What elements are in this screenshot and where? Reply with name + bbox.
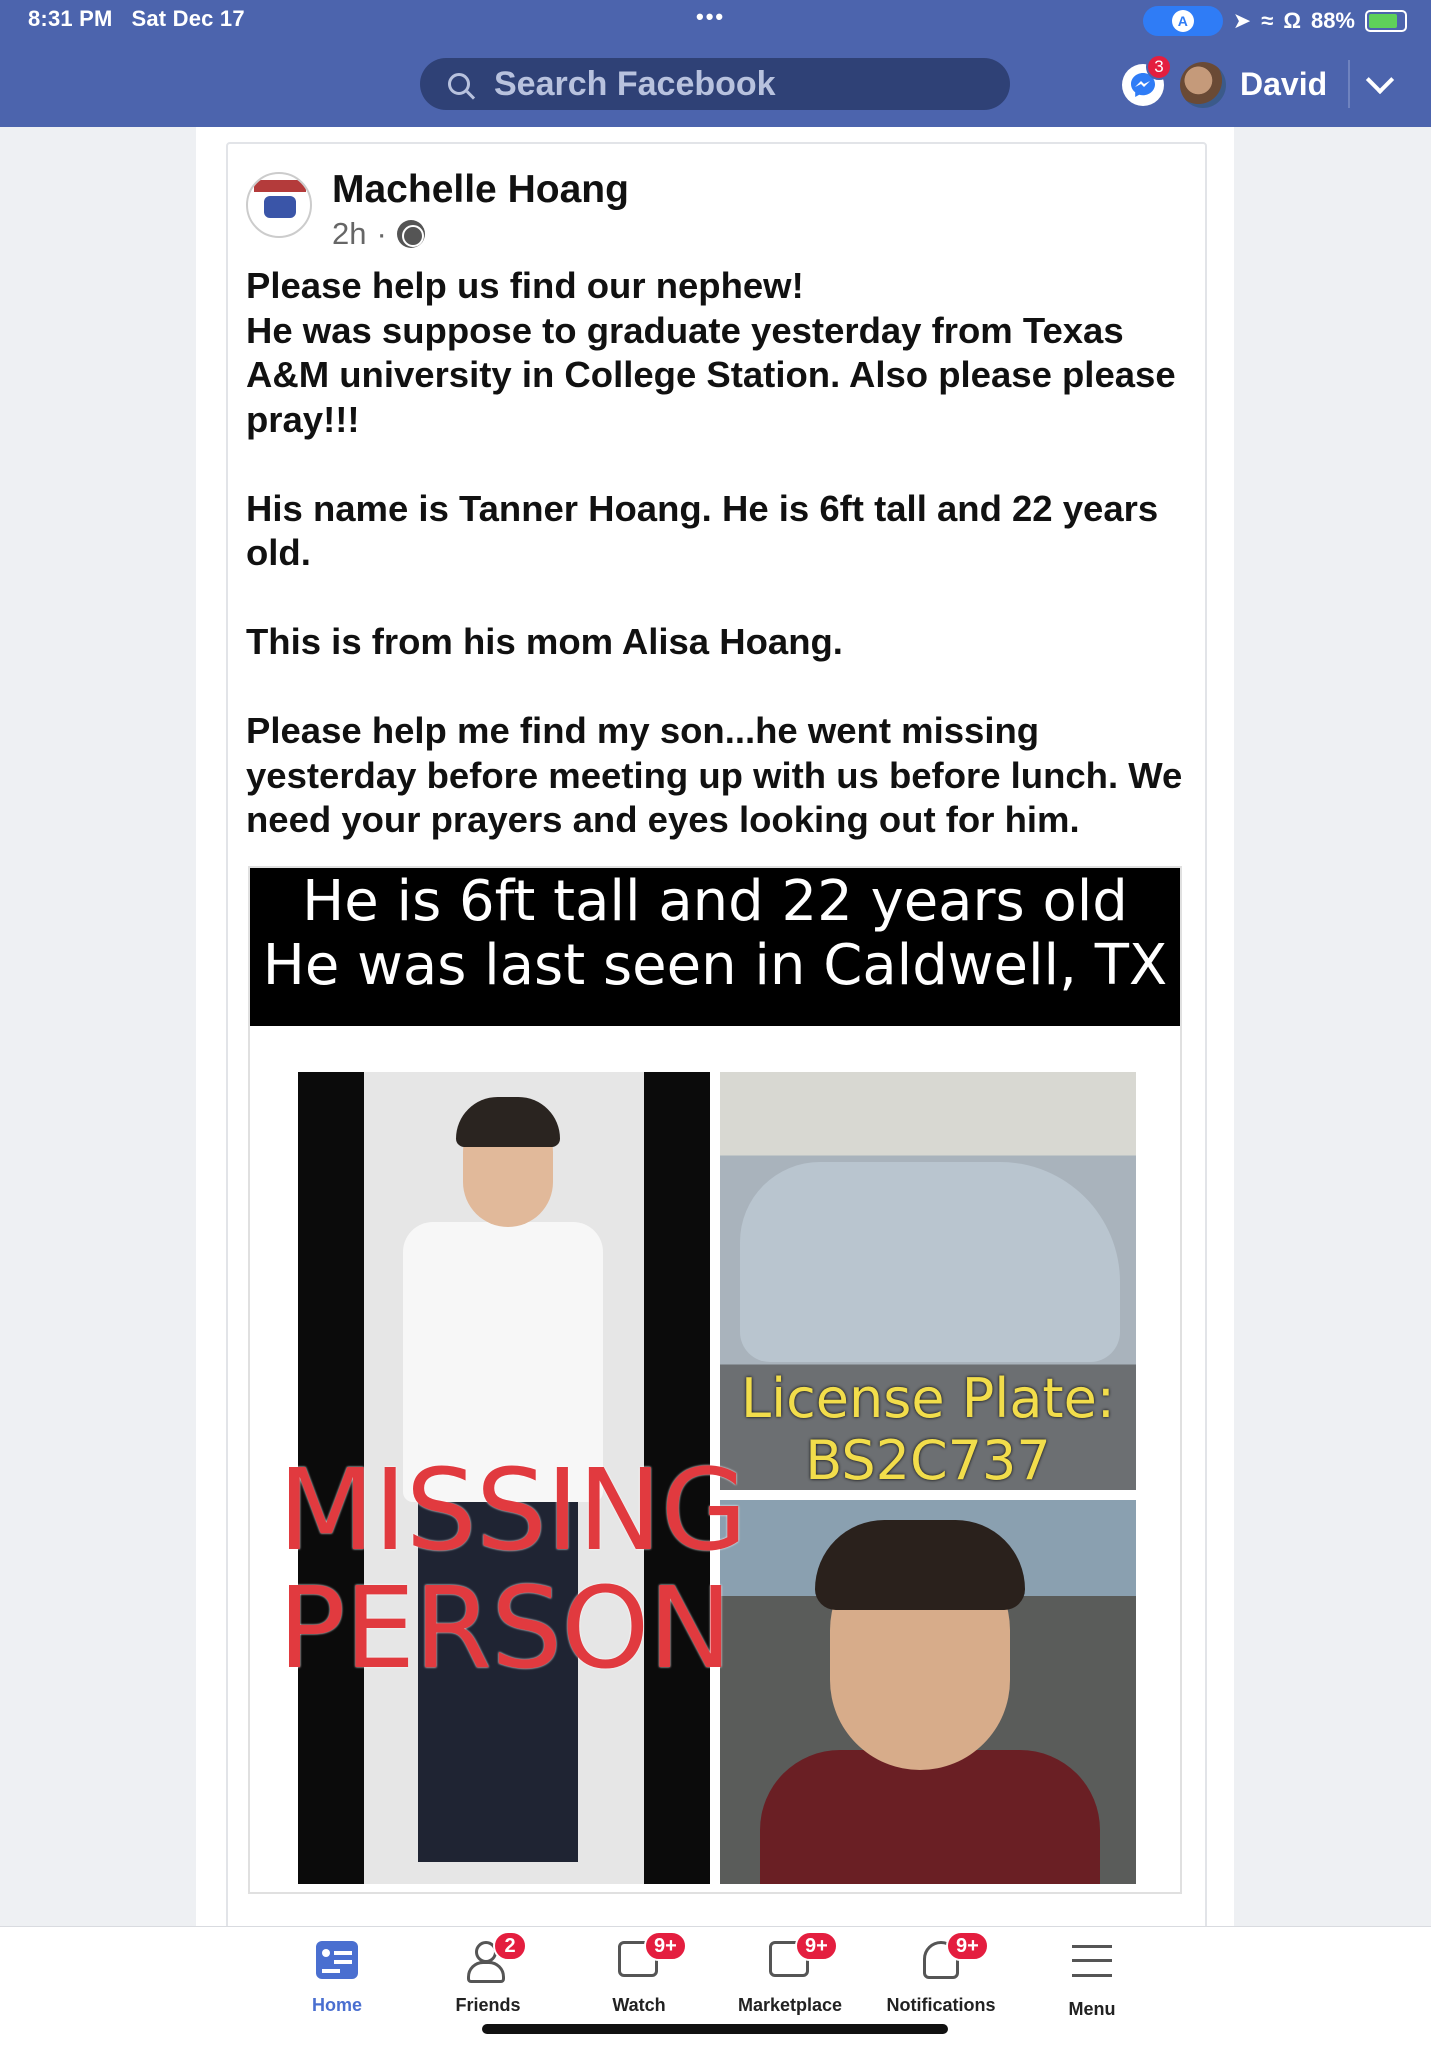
nav-label: Home	[311, 1995, 362, 2015]
divider	[1348, 60, 1350, 108]
multitask-dots[interactable]: •••	[696, 4, 726, 29]
clock-date: Sat Dec 17	[131, 6, 245, 31]
globe-icon	[397, 220, 425, 248]
search-icon	[448, 73, 470, 95]
license-plate-text: License Plate: BS2C737	[741, 1367, 1115, 1492]
search-placeholder: Search Facebook	[494, 64, 776, 103]
post-image[interactable]	[248, 866, 1182, 1894]
post-time[interactable]: 2h	[332, 216, 367, 251]
nav-label: Notifications	[886, 1995, 996, 2015]
battery-icon	[1365, 10, 1407, 32]
post-paragraph: Please help me find my son...he went missing yesterday before meeting up with us before lunch. We need your prayers and eyes looking out for him.	[246, 710, 1183, 840]
messenger-badge: 3	[1146, 54, 1172, 80]
nav-menu[interactable]	[1012, 1941, 1172, 2020]
post-paragraph: His name is Tanner Hoang. He is 6ft tall and 22 years old.	[246, 487, 1159, 573]
battery-percent: 88%	[1310, 8, 1355, 33]
nav-marketplace[interactable]	[710, 1934, 870, 2016]
watch-badge: 9+	[644, 1931, 687, 1961]
banner-line: He was last seen in Caldwell, TX	[262, 933, 1168, 998]
nav-label: Menu	[1068, 1999, 1116, 2019]
nav-friends[interactable]	[408, 1934, 568, 2016]
post-meta	[332, 216, 425, 252]
clock-time: 8:31 PM	[28, 6, 113, 31]
home-indicator[interactable]	[482, 2024, 948, 2034]
location-pill: A	[1143, 6, 1223, 36]
post-card	[226, 142, 1207, 1932]
friends-badge: 2	[493, 1931, 527, 1961]
nav-label: Watch	[612, 1995, 666, 2015]
image-banner	[250, 868, 1180, 1026]
status-time	[28, 6, 245, 32]
nav-label: Marketplace	[737, 1995, 843, 2015]
menu-icon	[1072, 1945, 1112, 1977]
wifi-icon: ≈	[1261, 8, 1274, 33]
author-avatar[interactable]	[246, 172, 312, 238]
nav-notifications[interactable]	[861, 1934, 1021, 2016]
banner-line: He is 6ft tall and 22 years old	[302, 869, 1128, 934]
location-arrow-icon: ➤	[1232, 8, 1252, 33]
profile-name[interactable]: David	[1240, 66, 1328, 102]
chevron-down-icon[interactable]	[1366, 66, 1394, 94]
nav-label: Friends	[455, 1995, 521, 2015]
headphones-icon: Ω	[1283, 8, 1301, 33]
missing-person-text: MISSING PERSON	[278, 1446, 747, 1694]
home-icon	[316, 1941, 358, 1979]
post-paragraph: He was suppose to graduate yesterday from Texas A&M university in College Station. Also please please pray!!!	[246, 309, 1176, 440]
top-bar	[0, 0, 1431, 127]
meta-separator: ·	[376, 216, 387, 251]
notifications-badge: 9+	[946, 1931, 989, 1961]
photo-person-smiling	[720, 1500, 1136, 1884]
post-author[interactable]: Machelle Hoang	[332, 168, 629, 211]
marketplace-badge: 9+	[795, 1931, 838, 1961]
avatar[interactable]	[1180, 62, 1226, 108]
nav-home[interactable]	[257, 1941, 417, 2016]
post-paragraph: This is from his mom Alisa Hoang.	[246, 621, 843, 662]
nav-watch[interactable]	[559, 1934, 719, 2016]
post-body	[246, 264, 1196, 843]
post-paragraph: Please help us find our nephew!	[246, 265, 804, 306]
search-bar[interactable]	[420, 58, 1010, 110]
status-indicators	[1143, 6, 1407, 36]
